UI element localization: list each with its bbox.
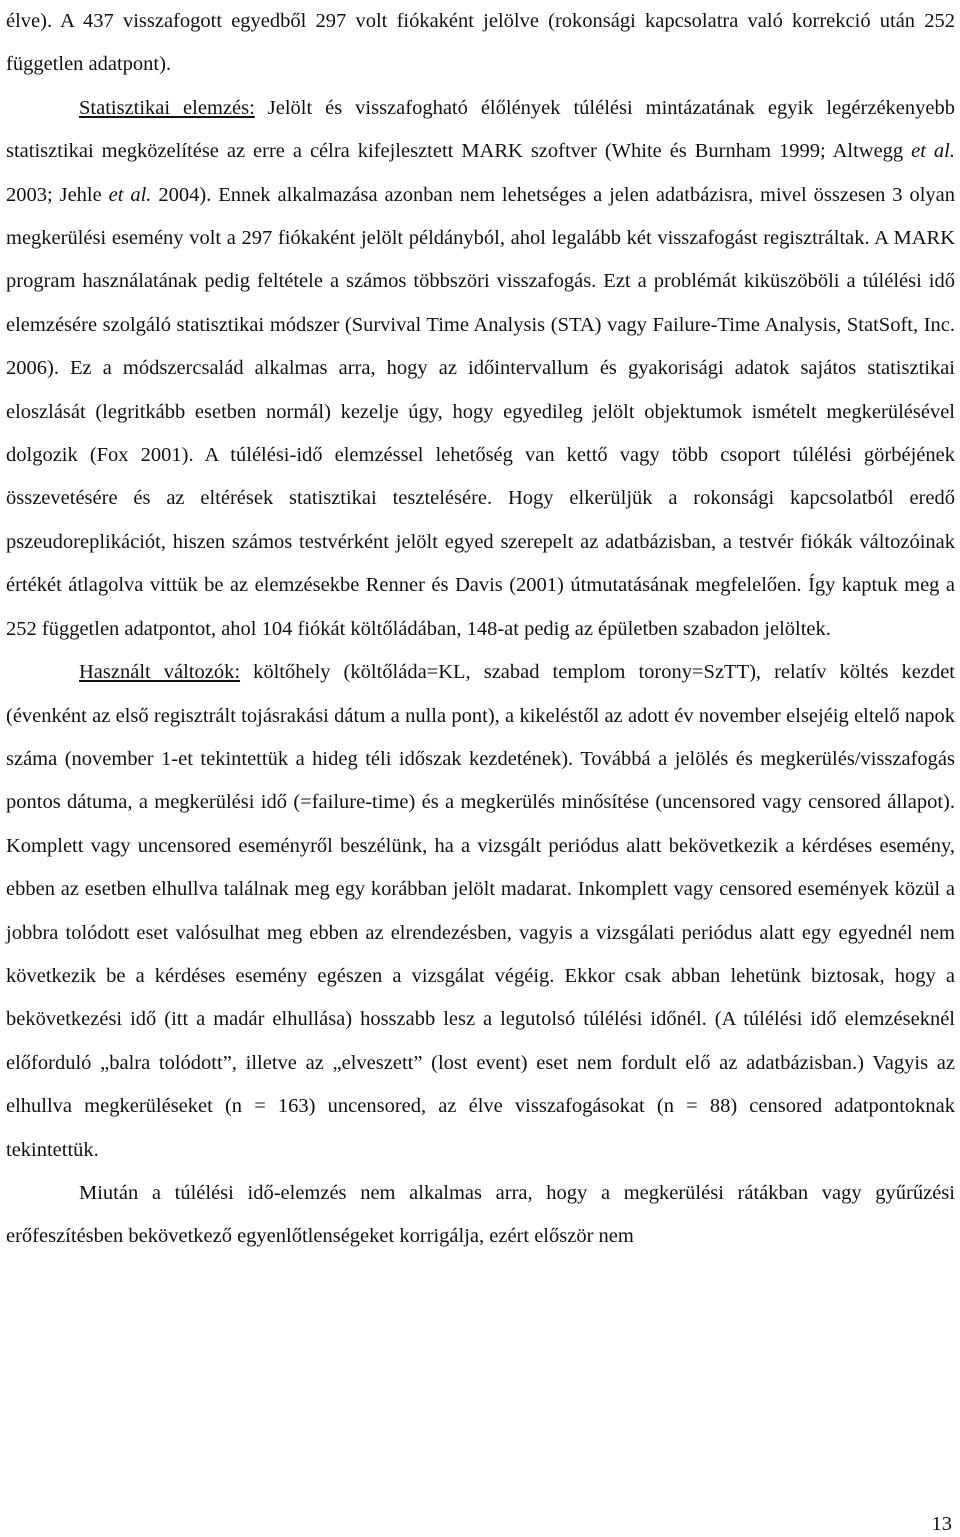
section-heading-variables: Használt változók: [79,661,241,684]
text-run: 2003; Jehle [6,183,109,206]
text-run: költőhely (költőláda=KL, szabad templom torony=SzTT), relatív költés kezdet (évenként az első regisztrált tojásrakási dátum a nulla pont), a kikeléstől az adott év november elsejéig eltelő napok száma (november 1-et tekintettük a hideg téli időszak kezdetének). Továbbá a jelölés és megkerülés/visszafogás pontos dátuma, a megkerülési idő (=failure-time) és a megkerülés minősítése (uncensored vagy censored állapot). Komplett vagy uncensored eseményről beszélünk, ha a vizsgált periódus alatt bekövetkezik a kérdéses esemény, ebben az esetben elhullva találnak meg egy korábban jelölt madarat. Inkomplett vagy censored események közül a jobbra tolódott eset valósulhat meg ebben az elrendezésben, vagyis a vizsgálati periódus alatt egy egyednél nem következik be a kérdéses esemény egészen a vizsgálat végéig. Ekkor csak abban lehetünk biztosak, hogy a bekövetkezési idő (itt a madár elhullása) hosszabb lesz a legutolsó túlélési időnél. (A túlélési idő elemzéseknél előforduló „balra tolódott”, illetve az „elveszett” (lost event) eset nem fordult elő az adatbázisban.) Vagyis az elhullva megkerüléseket (n = 163) uncensored, az élve visszafogásokat (n = 88) censored adatpontoknak tekintettük. [6,661,955,1161]
paragraph-statistical-analysis [6,87,955,651]
body-text [6,0,955,1259]
page-number: 13 [931,1513,952,1535]
section-heading-statistical-analysis: Statisztikai elemzés: [79,96,255,119]
paragraph-variables [6,651,955,1172]
text-run: Jelölt és visszafogható élőlények túlélési mintázatának egyik legérzékenyebb statisztikai megközelítése az erre a célra kifejlesztett MARK szoftver (White és Burnham 1999; Altwegg [6,96,956,163]
italic-et-al: et al. [911,140,955,163]
paragraph-continuation: élve). A 437 visszafogott egyedből 297 volt fiókaként jelölve (rokonsági kapcsolatra való korrekció után 252 független adatpont). [6,10,955,76]
text-run: 2004). Ennek alkalmazása azonban nem lehetséges a jelen adatbázisra, mivel összesen 3 olyan megkerülési esemény volt a 297 fiókaként jelölt példányból, ahol legalább két visszafogást regisztráltak. A MARK program használatának pedig feltétele a számos többszöri visszafogás. Ezt a problémát kiküszöböli a túlélési idő elemzésére szolgáló statisztikai módszer (Survival Time Analysis (STA) vagy Failure-Time Analysis, StatSoft, Inc. 2006). Ez a módszercsalád alkalmas arra, hogy az időintervallum és gyakorisági adatok sajátos statisztikai eloszlását (legritkább esetben normál) kezelje úgy, hogy egyedileg jelölt objektumok ismételt megkerülésével dolgozik (Fox 2001). A túlélési-idő elemzéssel lehetőség van kettő vagy több csoport túlélési görbéjének összevetésére és az eltérések statisztikai tesztelésére. Hogy elkerüljük a rokonsági kapcsolatból eredő pszeudoreplikációt, hiszen számos testvérként jelölt egyed szerepelt az adatbázisban, a testvér fiókák változóinak értékét átlagolva vittük be az elemzésekbe Renner és Davis (2001) útmutatásának megfelelően. Így kaptuk meg a 252 független adatpontot, ahol 104 fiókát költőládában, 148-at pedig az épületben szabadon jelöltek. [6,183,955,640]
italic-et-al: et al. [108,183,152,206]
paragraph-final: Miután a túlélési idő-elemzés nem alkalmas arra, hogy a megkerülési rátákban vagy gyűrűzési erőfeszítésben bekövetkező egyenlőtlenségeket korrigálja, ezért először nem [6,1181,955,1248]
